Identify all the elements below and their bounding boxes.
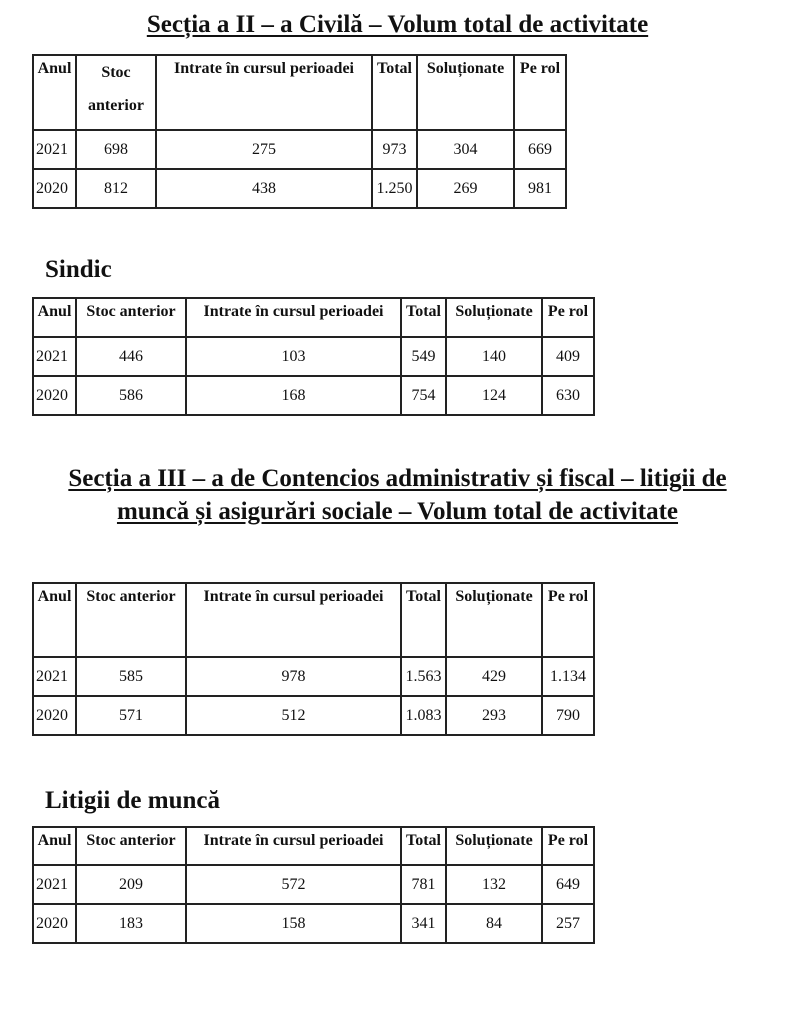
- cell-total: 341: [401, 904, 446, 943]
- cell-solved: 84: [446, 904, 542, 943]
- cell-year: 2021: [33, 657, 76, 696]
- cell-year: 2020: [33, 376, 76, 415]
- col-header-incoming: Intrate în cursul perioadei: [186, 827, 401, 865]
- cell-total: 1.083: [401, 696, 446, 735]
- cell-previous-stock: 571: [76, 696, 186, 735]
- cell-solved: 304: [417, 130, 514, 169]
- cell-total: 781: [401, 865, 446, 904]
- table-row: [33, 130, 566, 169]
- cell-incoming: 572: [186, 865, 401, 904]
- cell-solved: 124: [446, 376, 542, 415]
- col-header-incoming: Intrate în cursul perioadei: [186, 298, 401, 337]
- col-header-solved: Soluționate: [446, 583, 542, 657]
- col-header-pending: Pe rol: [514, 55, 566, 130]
- table-header-row: [33, 583, 594, 657]
- table-civila: [32, 54, 567, 209]
- cell-incoming: 168: [186, 376, 401, 415]
- table-header-row: [33, 827, 594, 865]
- col-header-incoming: Intrate în cursul perioadei: [156, 55, 372, 130]
- cell-solved: 293: [446, 696, 542, 735]
- cell-pending: 649: [542, 865, 594, 904]
- col-header-previous-stock: Stoc anterior: [76, 55, 156, 130]
- col-header-total: Total: [401, 298, 446, 337]
- section-title-contencios-line-2: muncă și asigurări sociale – Volum total de activitate: [116, 498, 679, 525]
- col-header-solved: Soluționate: [417, 55, 514, 130]
- col-header-year: Anul: [33, 827, 76, 865]
- col-header-pending: Pe rol: [542, 583, 594, 657]
- cell-previous-stock: 183: [76, 904, 186, 943]
- col-header-year: Anul: [33, 55, 76, 130]
- cell-previous-stock: 812: [76, 169, 156, 208]
- cell-total: 1.563: [401, 657, 446, 696]
- table-header-row: [33, 298, 594, 337]
- col-header-pending: Pe rol: [542, 298, 594, 337]
- col-header-pending: Pe rol: [542, 827, 594, 865]
- cell-previous-stock: 698: [76, 130, 156, 169]
- cell-incoming: 103: [186, 337, 401, 376]
- col-header-previous-stock: Stoc anterior: [76, 583, 186, 657]
- cell-pending: 630: [542, 376, 594, 415]
- cell-year: 2021: [33, 865, 76, 904]
- table-header-row: [33, 55, 566, 130]
- table-row: [33, 657, 594, 696]
- cell-pending: 790: [542, 696, 594, 735]
- col-header-year: Anul: [33, 298, 76, 337]
- cell-incoming: 978: [186, 657, 401, 696]
- cell-year: 2020: [33, 169, 76, 208]
- table-contencios: [32, 582, 595, 736]
- cell-pending: 257: [542, 904, 594, 943]
- cell-year: 2021: [33, 130, 76, 169]
- col-header-solved: Soluționate: [446, 827, 542, 865]
- table-row: [33, 696, 594, 735]
- cell-pending: 409: [542, 337, 594, 376]
- cell-previous-stock: 585: [76, 657, 186, 696]
- cell-previous-stock: 586: [76, 376, 186, 415]
- cell-total: 973: [372, 130, 417, 169]
- section-title-contencios-line-1: Secția a III – a de Contencios administrativ și fiscal – litigii de: [68, 465, 727, 492]
- cell-incoming: 438: [156, 169, 372, 208]
- col-header-total: Total: [401, 583, 446, 657]
- cell-solved: 132: [446, 865, 542, 904]
- table-row: [33, 904, 594, 943]
- table-row: [33, 169, 566, 208]
- col-header-previous-stock: Stoc anterior: [76, 827, 186, 865]
- cell-previous-stock: 209: [76, 865, 186, 904]
- col-header-year: Anul: [33, 583, 76, 657]
- cell-solved: 269: [417, 169, 514, 208]
- cell-solved: 140: [446, 337, 542, 376]
- cell-pending: 981: [514, 169, 566, 208]
- cell-total: 549: [401, 337, 446, 376]
- section-title-sindic: Sindic: [45, 256, 112, 283]
- col-header-total: Total: [401, 827, 446, 865]
- col-header-previous-stock: Stoc anterior: [76, 298, 186, 337]
- table-sindic: [32, 297, 595, 416]
- cell-total: 754: [401, 376, 446, 415]
- cell-year: 2020: [33, 904, 76, 943]
- cell-pending: 669: [514, 130, 566, 169]
- cell-incoming: 158: [186, 904, 401, 943]
- table-litigii-munca: [32, 826, 595, 944]
- cell-incoming: 512: [186, 696, 401, 735]
- cell-previous-stock: 446: [76, 337, 186, 376]
- table-row: [33, 337, 594, 376]
- table-row: [33, 865, 594, 904]
- col-header-solved: Soluționate: [446, 298, 542, 337]
- cell-incoming: 275: [156, 130, 372, 169]
- table-row: [33, 376, 594, 415]
- section-title-civila: Secția a II – a Civilă – Volum total de activitate: [146, 11, 649, 38]
- cell-year: 2020: [33, 696, 76, 735]
- col-header-total: Total: [372, 55, 417, 130]
- cell-solved: 429: [446, 657, 542, 696]
- cell-pending: 1.134: [542, 657, 594, 696]
- section-title-litigii-munca: Litigii de muncă: [45, 787, 221, 814]
- col-header-incoming: Intrate în cursul perioadei: [186, 583, 401, 657]
- cell-total: 1.250: [372, 169, 417, 208]
- cell-year: 2021: [33, 337, 76, 376]
